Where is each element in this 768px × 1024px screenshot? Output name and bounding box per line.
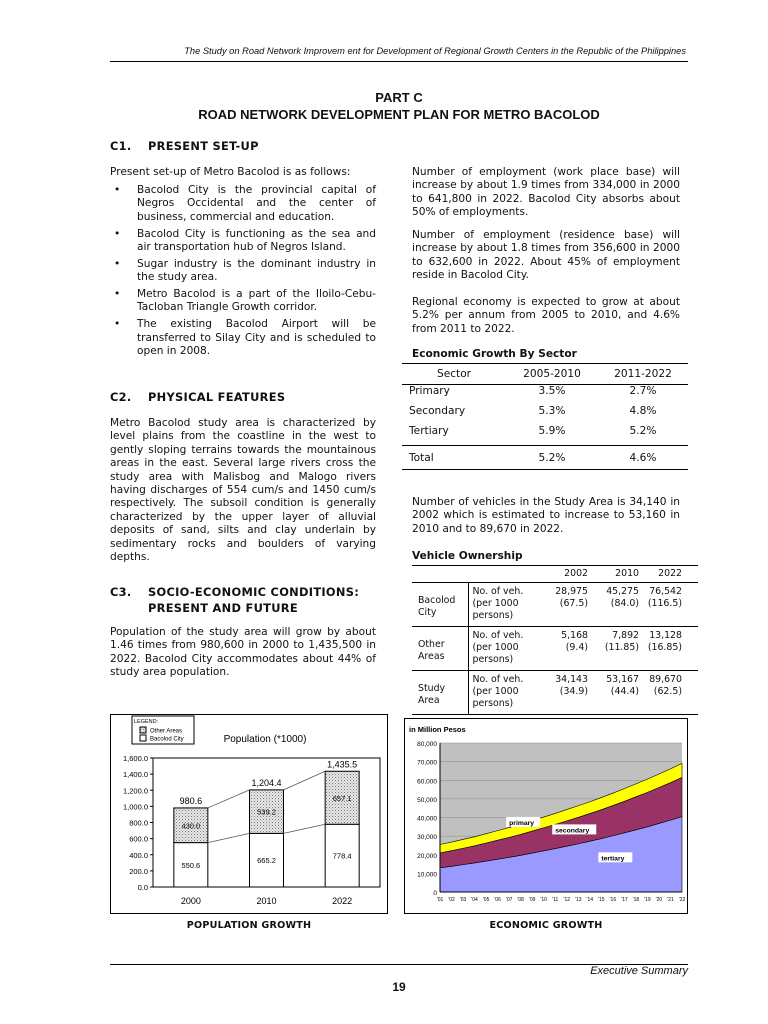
section-number: C3. (110, 585, 132, 599)
table-row (402, 425, 688, 446)
table-header-row (412, 566, 698, 583)
x-tick-label: 2000 (180, 896, 201, 906)
legend-swatch-other (140, 727, 146, 733)
table-cell: 28,975 (555, 586, 588, 597)
y-tick-label: 70,000 (417, 759, 437, 767)
x-tick-label: '06 (494, 897, 501, 903)
y-tick-label: 1,600.0 (122, 754, 148, 763)
table-cell: 7,892 (612, 630, 639, 641)
y-tick-label: 20,000 (417, 852, 437, 860)
total-label: 1,204.4 (251, 777, 282, 788)
section-title: PRESENT SET-UP (148, 139, 259, 153)
vehicle-table-title: Vehicle Ownership (412, 550, 523, 562)
running-header: The Study on Road Network Improvem ent for Development of Regional Growth Centers in the Republic of the Philippines (184, 46, 686, 56)
table-cell: 5.2% (629, 425, 657, 438)
bar-value-label: 539.2 (257, 807, 276, 817)
y-tick-label: 80,000 (417, 741, 437, 748)
x-tick-label: '17 (621, 897, 628, 903)
list-item: • Bacolod City is the provincial capital of Negros Occidental and the center of business, commercial and education. (110, 184, 376, 224)
table-cell: Secondary (409, 404, 466, 417)
list-item: • Sugar industry is the dominant industry in the study area. (110, 258, 376, 285)
table-row (402, 405, 688, 426)
x-tick-label: '22 (678, 897, 686, 903)
x-tick-label: '04 (471, 897, 478, 903)
x-tick-label: 2022 (332, 896, 353, 906)
bar-value-label: 778.4 (332, 851, 352, 861)
y-tick-label: 1,000.0 (122, 802, 148, 812)
series-label: primary (509, 819, 535, 827)
legend-swatch-bacolod (140, 735, 146, 741)
table-cell: (16.85) (647, 642, 682, 653)
page-number: 19 (392, 980, 406, 994)
table-cell: Tertiary (409, 425, 449, 438)
table-header: 2002 (564, 568, 588, 579)
bar-value-label: 665.2 (257, 856, 276, 866)
table-cell: Study Area (412, 671, 468, 715)
table-cell: 5,168 (561, 630, 588, 641)
x-tick-label: '03 (459, 897, 467, 903)
table-cell: Total (409, 451, 434, 464)
x-tick-label: '05 (482, 897, 490, 903)
x-tick-label: '07 (505, 897, 513, 903)
x-tick-label: '12 (563, 897, 571, 903)
table-cell: 5.2% (538, 451, 566, 464)
series-label: secondary (555, 827, 590, 835)
table-cell: 5.9% (538, 425, 566, 438)
table-row-total (402, 446, 688, 470)
table-cell: (62.5) (653, 686, 682, 697)
table-cell: 53,167 (606, 674, 639, 685)
table-cell: No. of veh. (472, 630, 524, 641)
y-tick-label: 600.0 (129, 834, 148, 844)
y-tick-label: 0 (433, 890, 437, 897)
table-cell: (34.9) (559, 686, 588, 697)
y-tick-label: 400.0 (129, 850, 148, 860)
legend-label: Other Areas (150, 728, 183, 735)
economic-chart (404, 718, 688, 914)
total-label: 980.6 (179, 795, 203, 806)
econ-table-title: Economic Growth By Sector (412, 348, 577, 360)
table-cell: 76,542 (649, 586, 682, 597)
y-tick-label: 0.0 (137, 883, 148, 892)
table-cell: Primary (409, 384, 450, 397)
table-cell: 13,128 (649, 630, 682, 641)
vehicle-paragraph: Number of vehicles in the Study Area is 34,140 in 2002 which is estimated to increase to 53,160 in 2010 and to 89,670 in 2022. (412, 496, 680, 535)
table-row (402, 384, 688, 405)
table-header: 2022 (658, 568, 682, 579)
table-cell: 89,670 (649, 674, 682, 685)
table-row (412, 583, 698, 627)
table-header: Sector (436, 367, 472, 380)
x-tick-label: '16 (609, 897, 617, 903)
c3-text: Population of the study area will grow by about 1.46 times from 980,600 in 2000 to 1,435,500 in 2022. Bacolod City accommodates about 44% of study area population. (110, 626, 376, 679)
employment-residence-paragraph: Number of employment (residence base) will increase by about 1.8 times from 356,600 in 2000 to 632,600 in 2022. About 45% of employment reside in Bacolod City. (412, 229, 680, 282)
table-cell: 34,143 (555, 674, 588, 685)
table-cell: 3.5% (538, 384, 566, 397)
economic-chart-caption: ECONOMIC GROWTH (489, 920, 603, 931)
part-title: ROAD NETWORK DEVELOPMENT PLAN FOR METRO BACOLOD (198, 107, 600, 122)
table-header: 2011-2022 (614, 367, 672, 380)
x-tick-label: '14 (586, 897, 594, 903)
population-chart-caption: POPULATION GROWTH (186, 920, 312, 931)
table-cell: (per 1000 persons) (472, 686, 519, 709)
section-title-line2: PRESENT AND FUTURE (148, 601, 298, 615)
regional-economy-paragraph: Regional economy is expected to grow at about 5.2% per annum from 2005 to 2010, and 4.6% from 2011 to 2022. (412, 296, 680, 335)
table-cell: (per 1000 persons) (472, 642, 519, 665)
table-cell: (44.4) (610, 686, 639, 697)
y-tick-label: 60,000 (417, 778, 437, 786)
part-label: PART C (375, 90, 423, 105)
table-row (412, 627, 698, 671)
c1-bullet-list (110, 184, 376, 362)
x-tick-label: '10 (540, 897, 547, 903)
table-header: 2010 (615, 568, 639, 579)
section-number: C2. (110, 390, 132, 404)
list-item: • Bacolod City is functioning as the sea and air transportation hub of Negros Island. (110, 228, 376, 255)
x-tick-label: '02 (448, 897, 455, 903)
x-tick-label: '13 (575, 897, 582, 903)
table-cell: 2.7% (629, 384, 657, 397)
x-tick-label: '19 (644, 897, 651, 903)
table-cell: (116.5) (647, 598, 682, 609)
table-cell: (67.5) (559, 598, 588, 609)
economic-chart-plot (409, 725, 685, 903)
y-tick-label: 30,000 (417, 834, 437, 842)
section-c3-heading (110, 585, 359, 615)
x-tick-label: '18 (632, 897, 640, 903)
y-tick-label: 1,200.0 (122, 786, 148, 796)
employment-workplace-paragraph: Number of employment (work place base) will increase by about 1.9 times from 334,000 in 2000 to 641,800 in 2022. Bacolod City absorbs about 50% of employments. (412, 166, 680, 219)
chart-title: Population (*1000) (223, 734, 307, 745)
y-tick-label: 800.0 (129, 818, 148, 828)
table-cell: (84.0) (610, 598, 639, 609)
economic-growth-table (402, 363, 688, 470)
x-tick-label: '09 (528, 897, 536, 903)
table-cell: 4.6% (629, 451, 657, 464)
section-title: SOCIO-ECONOMIC CONDITIONS: (148, 585, 360, 599)
vehicle-ownership-table (412, 565, 698, 715)
legend-title: LEGEND: (134, 719, 159, 725)
table-cell: (11.85) (604, 642, 639, 653)
table-header: 2005-2010 (523, 367, 581, 380)
section-c1-heading (110, 139, 259, 153)
header-rule (110, 61, 688, 62)
section-c2-heading (110, 390, 285, 404)
bar-value-label: 550.6 (181, 860, 201, 870)
y-tick-label: 40,000 (417, 815, 437, 823)
bar-value-label: 430.0 (181, 821, 201, 831)
table-cell: 5.3% (538, 404, 566, 417)
table-row (412, 671, 698, 715)
x-tick-label: '01 (436, 897, 444, 903)
x-tick-label: '21 (667, 897, 674, 903)
series-label: tertiary (601, 855, 625, 863)
footer-label: Executive Summary (590, 965, 688, 977)
table-cell: 45,275 (606, 586, 639, 597)
x-tick-label: '11 (552, 897, 559, 903)
y-tick-label: 10,000 (417, 871, 437, 879)
list-item: • The existing Bacolod Airport will be transferred to Silay City and is scheduled to open in 2008. (110, 318, 376, 358)
section-title: PHYSICAL FEATURES (148, 390, 286, 404)
x-tick-label: '20 (655, 897, 663, 903)
y-tick-label: 50,000 (417, 796, 437, 804)
x-tick-label: 2010 (256, 896, 277, 906)
total-label: 1,435.5 (327, 759, 358, 770)
table-cell: No. of veh. (472, 674, 524, 685)
population-chart (110, 714, 388, 914)
table-cell: (9.4) (565, 642, 588, 653)
table-cell: No. of veh. (472, 586, 524, 597)
bar-value-label: 657.1 (332, 793, 352, 803)
section-number: C1. (110, 139, 132, 153)
legend-label: Bacolod City (150, 736, 184, 743)
x-tick-label: '08 (517, 897, 524, 903)
c1-intro: Present set-up of Metro Bacolod is as follows: (110, 166, 351, 178)
y-tick-label: 200.0 (129, 866, 148, 876)
y-axis-title: in Million Pesos (409, 725, 466, 734)
list-item: • Metro Bacolod is a part of the Iloilo-Cebu-Tacloban Triangle Growth corridor. (110, 288, 376, 315)
table-cell: Other Areas (412, 627, 468, 671)
table-cell: (per 1000 persons) (472, 598, 519, 621)
c2-text: Metro Bacolod study area is characterized by level plains from the coastline in the west to gently sloping terrains towards the mountainous areas in the east. Several large rivers cross the study area with Malisbog and Malogo rivers having discharges of 554 cum/s and 1450 cum/s respectively. The subsoil condition is generally characterized by the upper layer of alluvial deposits of sand, silts and clay underlain by sedimentary rocks and boulders of varying depths. (110, 417, 376, 564)
table-cell: 4.8% (629, 404, 657, 417)
table-cell: Bacolod City (412, 583, 468, 627)
x-tick-label: '15 (598, 897, 605, 903)
y-tick-label: 1,400.0 (122, 770, 148, 780)
